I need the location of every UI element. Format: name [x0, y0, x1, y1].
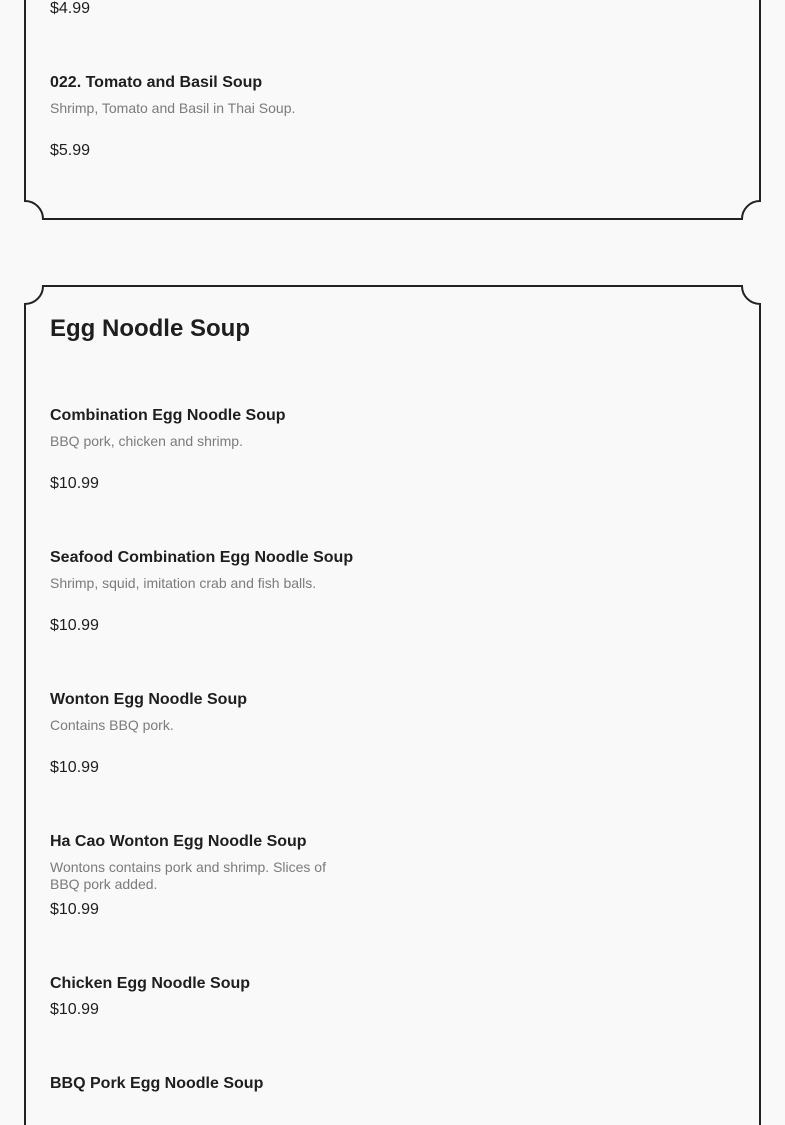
- item-description: Wontons contains pork and shrimp. Slices of BBQ pork added.: [50, 859, 326, 892]
- item-name: Combination Egg Noodle Soup: [50, 407, 286, 424]
- item-name: Chicken Egg Noodle Soup: [50, 975, 251, 992]
- section-title: Egg Noodle Soup: [50, 315, 250, 342]
- item-name: 022. Tomato and Basil Soup: [50, 74, 263, 91]
- item-price: $4.99: [50, 0, 91, 17]
- item-name: Wonton Egg Noodle Soup: [50, 691, 247, 708]
- menu-section-card-egg-noodle-soup: [24, 285, 761, 1125]
- item-price: $10.99: [50, 759, 99, 776]
- item-name: Seafood Combination Egg Noodle Soup: [50, 549, 354, 566]
- item-price: $10.99: [50, 1001, 99, 1018]
- item-description: BBQ pork, chicken and shrimp.: [50, 433, 243, 449]
- item-price: $10.99: [50, 901, 99, 918]
- item-description: Contains BBQ pork.: [50, 717, 174, 733]
- item-description: Shrimp, Tomato and Basil in Thai Soup.: [50, 100, 296, 116]
- item-name: Ha Cao Wonton Egg Noodle Soup: [50, 833, 307, 850]
- menu-section-card-top: [24, 0, 761, 221]
- item-description: Shrimp, squid, imitation crab and fish balls.: [50, 575, 317, 591]
- item-price: $10.99: [50, 475, 99, 492]
- item-name: BBQ Pork Egg Noodle Soup: [50, 1075, 264, 1092]
- item-price: $10.99: [50, 617, 99, 634]
- item-price: $5.99: [50, 142, 91, 159]
